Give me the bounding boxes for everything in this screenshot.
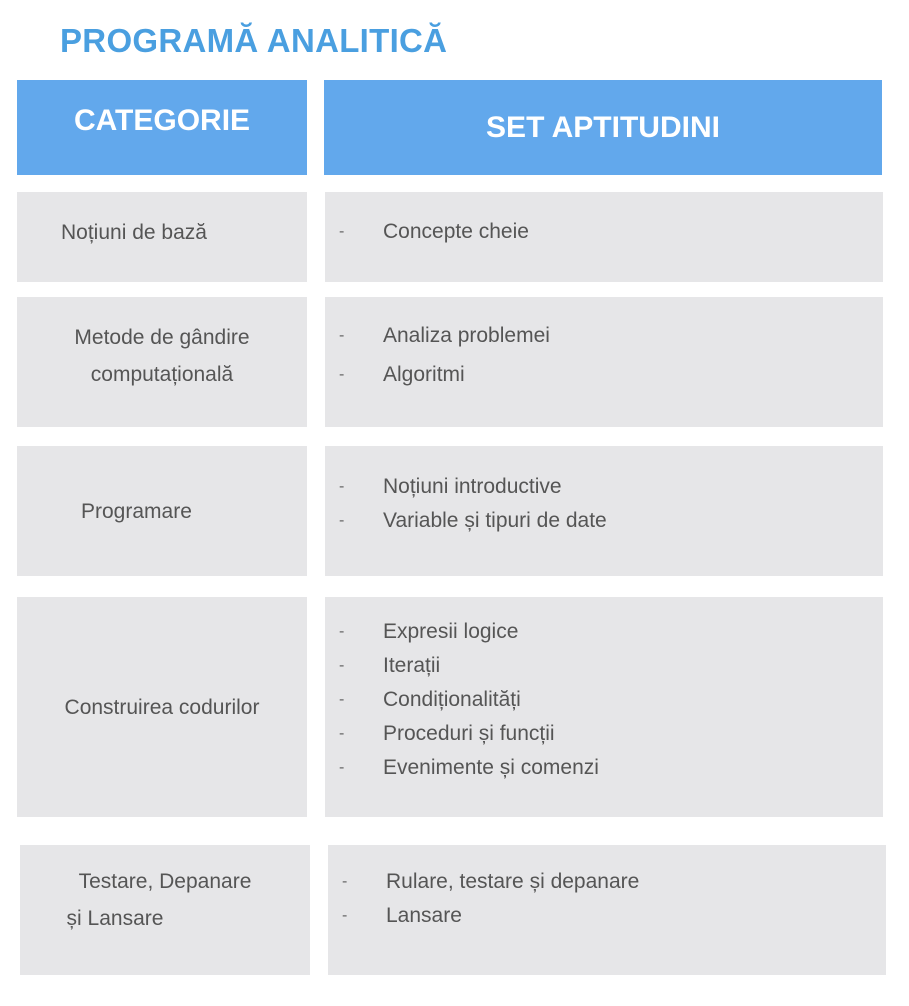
- bullet: -: [339, 366, 345, 383]
- category-cell: [17, 597, 307, 817]
- category-label: Testare, Depanare: [78, 870, 252, 893]
- bullet: -: [339, 478, 345, 495]
- skills-list: [328, 865, 886, 933]
- skill-item: - Expresii logice: [325, 615, 883, 649]
- skills-cell: [328, 845, 886, 975]
- page-title: PROGRAMĂ ANALITICĂ: [60, 22, 448, 59]
- category-label: Construirea codurilor: [64, 695, 260, 719]
- header-skills: SET APTITUDINI: [324, 80, 882, 175]
- category-label: computațională: [90, 363, 234, 386]
- category-label: și Lansare: [66, 907, 164, 930]
- bullet: -: [339, 512, 345, 529]
- skill-item: - Iterații: [325, 649, 883, 683]
- category-label: Metode de gândire: [74, 326, 250, 349]
- skill-item: - Analiza problemei: [325, 319, 883, 353]
- skill-item: - Variable și tipuri de date: [325, 504, 883, 538]
- category-cell: [17, 192, 307, 282]
- skill-item: - Evenimente și comenzi: [325, 751, 883, 785]
- bullet: -: [339, 657, 345, 674]
- bullet: -: [342, 873, 348, 890]
- skill-item: - Noțiuni introductive: [325, 470, 883, 504]
- skill-item: - Condiționalități: [325, 683, 883, 717]
- skills-cell: [325, 192, 883, 282]
- skill-item: - Proceduri și funcții: [325, 717, 883, 751]
- skill-item: - Concepte cheie: [325, 215, 883, 249]
- category-label: Noțiuni de bază: [61, 221, 207, 244]
- skill-item: - Algoritmi: [325, 358, 883, 392]
- skills-cell: [325, 297, 883, 427]
- header-category: CATEGORIE: [17, 80, 307, 175]
- bullet: -: [342, 907, 348, 924]
- skills-list: [325, 319, 883, 392]
- bullet: -: [339, 623, 345, 640]
- skills-list: [325, 215, 883, 249]
- skills-cell: [325, 597, 883, 817]
- category-cell: [20, 845, 310, 975]
- skill-item: - Lansare: [328, 899, 886, 933]
- category-cell: [17, 446, 307, 576]
- bullet: -: [339, 691, 345, 708]
- skills-cell: [325, 446, 883, 576]
- category-cell: [17, 297, 307, 427]
- bullet: -: [339, 327, 345, 344]
- skill-item: - Rulare, testare și depanare: [328, 865, 886, 899]
- bullet: -: [339, 223, 345, 240]
- bullet: -: [339, 759, 345, 776]
- bullet: -: [339, 725, 345, 742]
- skills-list: [325, 470, 883, 538]
- skills-list: [325, 615, 883, 785]
- category-label: Programare: [81, 499, 192, 523]
